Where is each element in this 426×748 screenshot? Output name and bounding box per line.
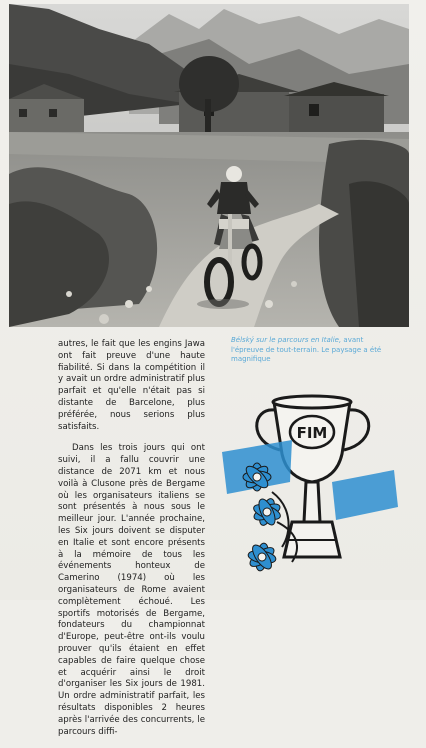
- article-text: [58, 339, 205, 748]
- caption-rest: avant l'épreuve de tout-terrain. Le paysage a été magnifique: [231, 336, 382, 363]
- trophy-illustration: [222, 372, 402, 590]
- motorcycle-photo: [9, 4, 409, 327]
- caption-italic: Bélský sur le parcours en Italie,: [231, 336, 342, 344]
- cup-label: FIM: [296, 424, 328, 442]
- paragraph-1: autres, le fait que les engins Jawa ont fait preuve d'une haute fiabilité. Si dans la compétition il y avait un ordre administratif plus parfait et qu'elle n'était pas si distante de Barcelone, plus préférée, nous serions plus satisfaits.: [58, 339, 205, 432]
- paragraph-2: Dans les trois jours qui ont suivi, il a fallu couvrir une distance de 2071 km et nous voilà à Clusone près de Bergame où les organisateurs italiens se sont présentés à nous sous le meilleur jour. L'année prochaine, les Six jours doivent se disputer en Italie et sont encore présents à la mémoire de tous les événements honteux de Camerino (1974) où les organisateurs de Rome avaient complètement échoué. Les sportifs motorisés de Bergame, fondateurs du championnat d'Europe, peut-être ont-ils voulu prouver qu'ils étaient en effet capables de faire quelque chose et acquérir ainsi le droit d'organiser les Six jours de 1981. Un ordre administratif parfait, les résultats disponibles 2 heures après l'arrivée des concurrents, le parcours diffi-: [58, 443, 205, 737]
- photo-caption: [231, 336, 391, 365]
